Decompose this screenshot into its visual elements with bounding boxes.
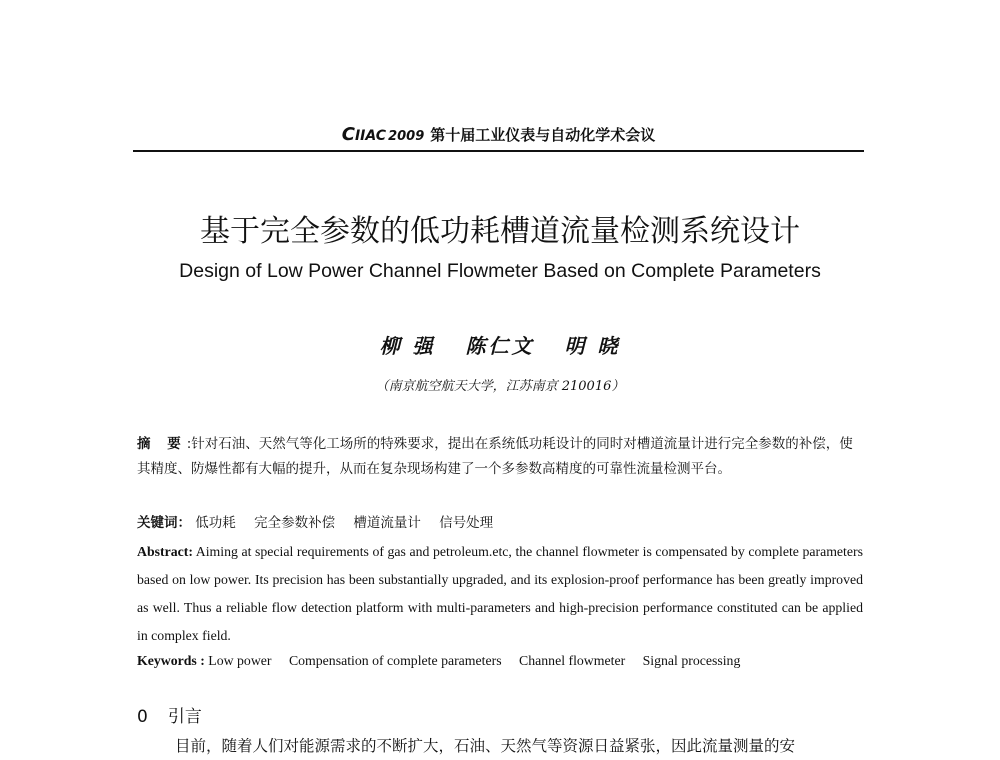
keyword: Compensation of complete parameters	[288, 653, 502, 668]
keywords-en-label: Keywords :	[137, 653, 205, 668]
body-paragraph: 目前，随着人们对能源需求的不断扩大，石油、天然气等资源日益紧张，因此流量测量的安	[175, 737, 796, 755]
keywords-english	[137, 649, 863, 673]
keyword: 完全参数补偿	[254, 515, 336, 531]
author-name: 柳 强	[379, 334, 436, 358]
abstract-en-text: Aiming at special requirements of gas and petroleum.etc, the channel flowmeter is compensated by complete parameters based on low power. Its precision has been substantially upgraded, and its explosion-proof performance has been greatly improved as well. Thus a reliable flow detection platform with multi-parameters and high-precision performance constituted can be applied in complex field.	[137, 544, 863, 643]
keywords-cn-label: 关键词：	[137, 515, 191, 531]
keyword: 低功耗	[195, 515, 236, 531]
affiliation: （南京航空航天大学，江苏南京 210016）	[375, 379, 625, 394]
keyword: Channel flowmeter	[519, 653, 626, 668]
keyword: 信号处理	[439, 515, 494, 531]
keyword: Signal processing	[642, 653, 741, 668]
abstract-en-label: Abstract:	[137, 544, 193, 559]
title-english: Design of Low Power Channel Flowmeter Based on Complete Parameters	[179, 260, 821, 282]
section-title: 引言	[167, 707, 202, 727]
conference-logo: C IIAC 2009	[341, 124, 425, 145]
abstract-english	[137, 538, 863, 650]
abstract-cn-label: 摘 要	[137, 436, 187, 452]
conference-header	[133, 120, 864, 152]
title-chinese: 基于完全参数的低功耗槽道流量检测系统设计	[200, 214, 800, 249]
author-name: 明 晓	[564, 334, 621, 358]
abstract-cn-text: 针对石油、天然气等化工场所的特殊要求，提出在系统低功耗设计的同时对槽道流量计进行完全参数的补偿，使其精度、防爆性都有大幅的提升，从而在复杂现场构建了一个多参数高精度的可靠性流量检测平台。	[137, 436, 853, 477]
keywords-chinese	[137, 511, 857, 536]
abstract-chinese: 摘 要:针对石油、天然气等化工场所的特殊要求，提出在系统低功耗设计的同时对槽道流量计进行完全参数的补偿，使其精度、防爆性都有大幅的提升，从而在复杂现场构建了一个多参数高精度的可靠性流量检测平台。	[137, 436, 853, 477]
section-heading	[137, 702, 202, 727]
keyword: Low power	[208, 653, 272, 668]
keyword: 槽道流量计	[353, 515, 421, 531]
authors	[0, 330, 1000, 359]
conference-name: 第十届工业仪表与自动化学术会议	[430, 126, 656, 144]
author-name: 陈仁文	[465, 334, 535, 358]
section-number: 0	[137, 707, 148, 727]
